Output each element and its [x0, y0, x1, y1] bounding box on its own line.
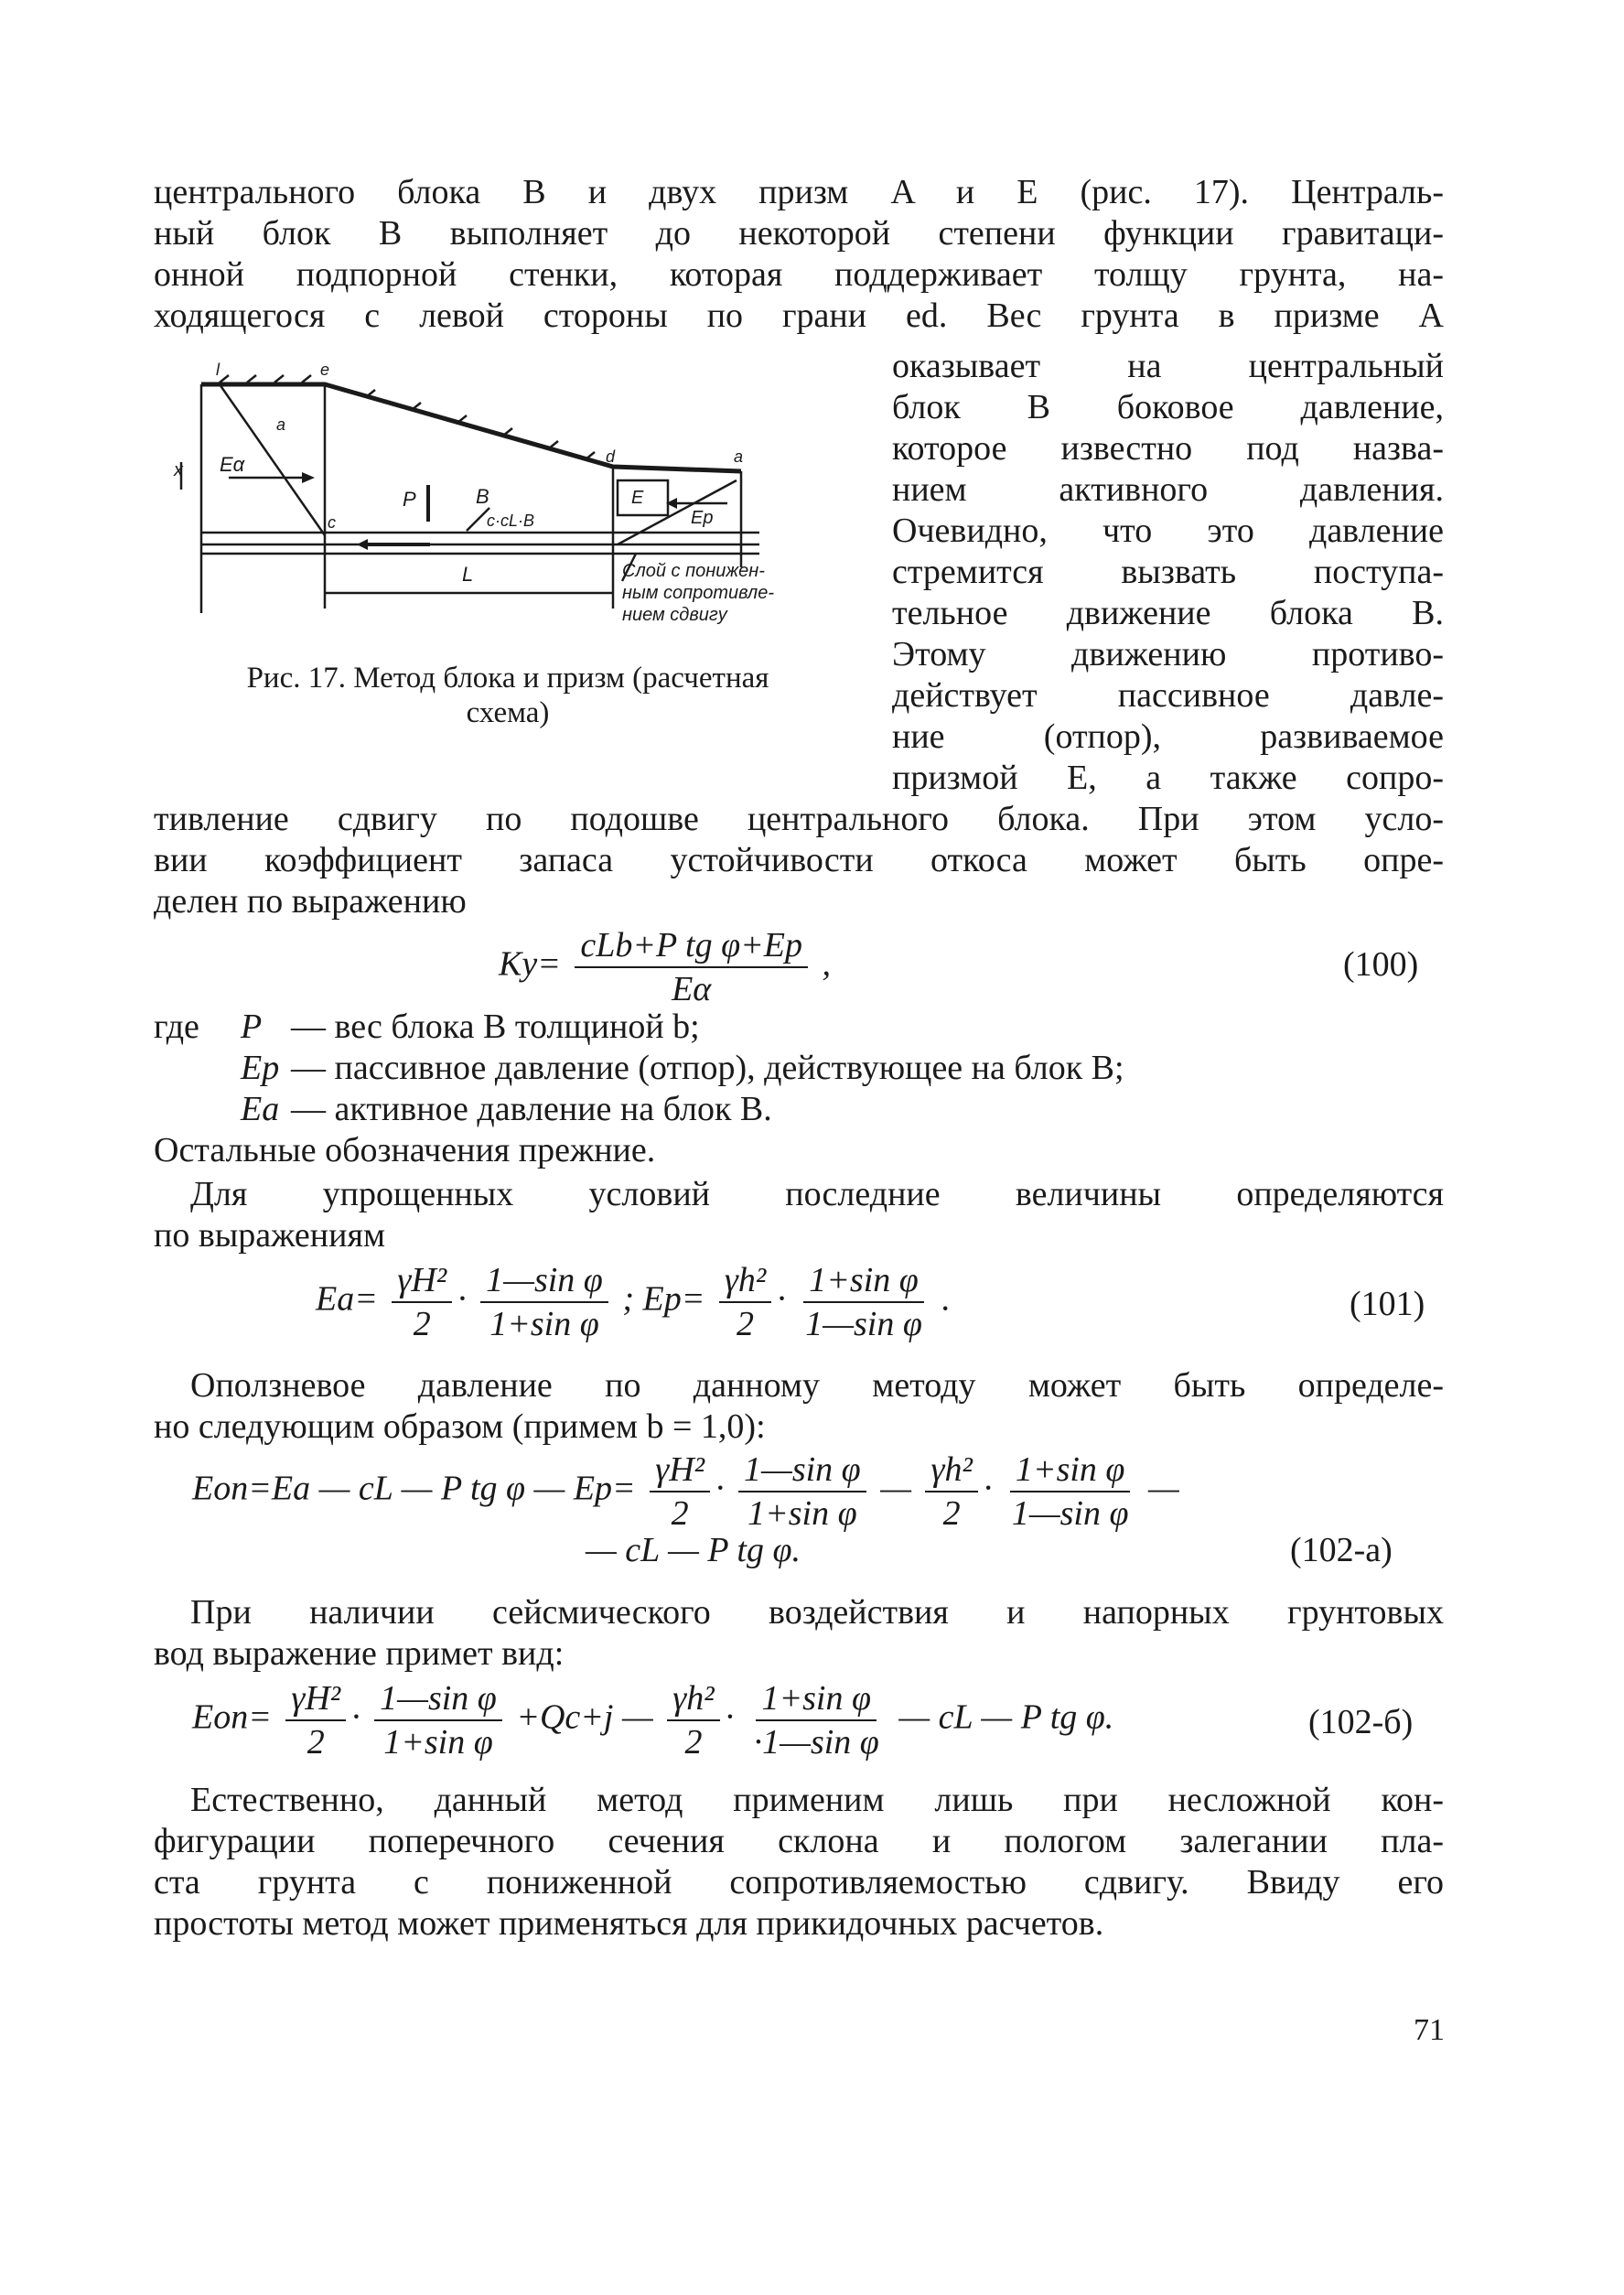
- eq100-fraction: [575, 926, 808, 1008]
- text-line: Оползневое давление по данному методу может быть определе-: [190, 1366, 1444, 1405]
- eq101-n1: γH²: [392, 1261, 452, 1303]
- where-line-3: [154, 1089, 1444, 1130]
- where-text-ep: — пассивное давление (отпор), действующее на блок B;: [291, 1049, 1124, 1087]
- eq101-frac3: [719, 1261, 771, 1343]
- eq102b-frac3: [667, 1679, 719, 1762]
- equation-number-100: (100): [1343, 945, 1419, 984]
- eq102b-n4: 1+sin φ: [756, 1679, 877, 1721]
- note-line-2: ным сопротивле-: [622, 583, 774, 603]
- text-line: нием активного давления.: [892, 470, 1444, 509]
- equation-102a: Eоп=Ea — cL — P tg φ — Ep= $\frac{\text{γH²}}{2}$ · $\frac{\text{1—sin φ}}{\text{1+sin φ}}$ — $\frac{\text{γh²}}{2}$ · $\frac{\text{1+sin φ}}{\text{1—sin φ}}$ —: [192, 1450, 1179, 1533]
- eq102a-n4: 1+sin φ: [1010, 1450, 1131, 1492]
- label-l: l: [216, 361, 220, 379]
- equation-number-101: (101): [1350, 1285, 1425, 1323]
- label-a-upper: a: [276, 415, 286, 434]
- text-line: делен по выражению: [154, 882, 467, 921]
- note-line-3: нием сдвигу: [622, 605, 727, 625]
- where-sym-p: P: [241, 1007, 263, 1046]
- label-clb: c·cL·B: [487, 512, 535, 530]
- eq102b-tail: — cL — P tg φ.: [898, 1697, 1114, 1737]
- where-sym-ep: Ep: [241, 1049, 280, 1087]
- text-line: вии коэффициент запаса устойчивости откоса может быть опре-: [154, 841, 1444, 879]
- text-line: ходящегося с левой стороны по грани ed. Вес грунта в призме A: [154, 296, 1444, 335]
- where-text-p: — вес блока B толщиной b;: [291, 1007, 700, 1046]
- eq101-n2: 1—sin φ: [480, 1261, 608, 1303]
- text-line: При наличии сейсмического воздействия и напорных грунтовых: [190, 1593, 1444, 1632]
- figure-17-diagram: [165, 357, 915, 631]
- eq102b-d3: 2: [684, 1723, 703, 1762]
- text-line: ние (отпор), развиваемое: [892, 717, 1444, 756]
- label-c-low: c: [328, 513, 336, 532]
- text-line: действует пассивное давле-: [892, 676, 1444, 715]
- eq101-d3: 2: [737, 1305, 755, 1343]
- label-a-right: a: [734, 447, 744, 466]
- text-line: вод выражение примет вид:: [154, 1634, 565, 1673]
- equation-number-102a: (102-а): [1290, 1531, 1393, 1569]
- text-line: онной подпорной стенки, которая поддерживает толщу грунта, на-: [154, 255, 1444, 294]
- eq102a-frac4: [1006, 1450, 1135, 1533]
- label-p: P: [403, 488, 416, 511]
- eq100-denominator: Eα: [672, 970, 712, 1008]
- label-b: B: [476, 485, 489, 508]
- text-line: ста грунта с пониженной сопротивляемостью сдвигу. Ввиду его: [154, 1863, 1444, 1902]
- text-line: которое известно под назва-: [892, 429, 1444, 468]
- eq102b-d4: ·1—sin φ: [753, 1723, 879, 1762]
- paragraph-1: [154, 172, 1444, 337]
- eq102a-n3: γh²: [925, 1450, 977, 1492]
- eq100-tail: ,: [822, 944, 831, 984]
- eq102a-n2: 1—sin φ: [738, 1450, 866, 1492]
- eq102a-n1: γH²: [650, 1450, 710, 1492]
- equation-100: [499, 926, 831, 1008]
- text-line: по выражениям: [154, 1216, 385, 1255]
- text-line: простоты метод может применяться для прикидочных расчетов.: [154, 1904, 1104, 1943]
- wrap-text-right: [892, 346, 1444, 799]
- eq102a-d3: 2: [942, 1494, 961, 1533]
- where-lead: где: [154, 1007, 199, 1046]
- eq101-frac2: [480, 1261, 608, 1343]
- text-line: фигурации поперечного сечения склона и пологом залегании пла-: [154, 1822, 1444, 1860]
- eq102a-d1: 2: [671, 1494, 689, 1533]
- label-e-box: E: [631, 488, 644, 508]
- eq101-d2: 1+sin φ: [489, 1305, 599, 1343]
- equation-102b: Eоп= $\frac{\text{γH²}}{2}$ · $\frac{\text{1—sin φ}}{\text{1+sin φ}}$ +Qc+j — $\frac{\text{γh²}}{2}$ · $\frac{\text{1+sin φ}}{\text{·1—sin φ}}$ — cL — P tg φ.: [192, 1679, 1114, 1762]
- eq102b-frac4: [748, 1679, 885, 1762]
- text-line: Для упрощенных условий последние величины определяются: [190, 1175, 1444, 1213]
- equation-101: Ea= $\frac{\text{γH²}}{2}$ · $\frac{\text{1—sin φ}}{\text{1+sin φ}}$ ; Ep= $\frac{\text{γh²}}{2}$ · $\frac{\text{1+sin φ}}{\text{1—sin φ}}$ .: [316, 1261, 951, 1343]
- where-block: [154, 1007, 1444, 1171]
- eq102a-frac2: [738, 1450, 866, 1533]
- eq102b-n3: γh²: [667, 1679, 719, 1721]
- note-line-1: Слой с понижен-: [622, 561, 765, 581]
- eq101-n4: 1+sin φ: [803, 1261, 924, 1303]
- paragraph-4: [154, 1365, 1444, 1448]
- eq102a-d4: 1—sin φ: [1011, 1494, 1129, 1533]
- caption-line-1: Рис. 17. Метод блока и призм (расчетная: [246, 662, 769, 695]
- eq102b-n1: γH²: [285, 1679, 346, 1721]
- text-line: стремится вызвать поступа-: [892, 553, 1444, 591]
- where-sym-ea: Ea: [241, 1090, 280, 1128]
- label-e: e: [320, 361, 330, 379]
- equation-102a-line2: — cL — P tg φ.: [586, 1531, 801, 1569]
- eq101-d4: 1—sin φ: [805, 1305, 922, 1343]
- eq102a-lhs: Eоп=Ea — cL — P tg φ — Ep=: [192, 1469, 636, 1508]
- label-d: d: [606, 447, 616, 466]
- paragraph-3: [154, 1174, 1444, 1256]
- equation-number-102b: (102-б): [1308, 1703, 1414, 1741]
- paragraph-2: [154, 799, 1444, 922]
- where-rest: Остальные обозначения прежние.: [154, 1131, 656, 1169]
- eq102b-lhs: Eоп=: [192, 1697, 272, 1737]
- eq102b-frac2: [374, 1679, 502, 1762]
- eq101-n3: γh²: [719, 1261, 771, 1303]
- eq101-lhs2: Ep=: [642, 1279, 705, 1319]
- text-line: Естественно, данный метод применим лишь при несложной кон-: [190, 1781, 1444, 1819]
- eq101-d1: 2: [413, 1305, 431, 1343]
- eq102a-trail: —: [1148, 1469, 1179, 1508]
- eq102b-frac1: [285, 1679, 346, 1762]
- eq102a-frac1: [650, 1450, 710, 1533]
- eq102a-frac3: [925, 1450, 977, 1533]
- eq101-sep: ;: [622, 1279, 634, 1319]
- text-line: призмой E, а также сопро-: [892, 759, 1444, 797]
- label-ea: Eα: [220, 453, 245, 476]
- text-line: тивление сдвигу по подошве центрального блока. При этом усло-: [154, 800, 1444, 838]
- page-number: 71: [1414, 2013, 1445, 2047]
- where-text-ea: — активное давление на блок B.: [291, 1090, 772, 1128]
- eq100-numerator: cLb+P tg φ+Ep: [575, 926, 808, 968]
- text-line: блок B боковое давление,: [892, 388, 1444, 426]
- paragraph-6: [154, 1780, 1444, 1945]
- text-line: но следующим образом (примем b = 1,0):: [154, 1407, 766, 1446]
- eq101-lhs1: Ea=: [316, 1279, 378, 1319]
- label-x: x: [174, 460, 183, 480]
- eq102a-minus: —: [880, 1469, 911, 1508]
- text-line: ный блок B выполняет до некоторой степени функции гравитаци-: [154, 214, 1444, 253]
- text-line: Очевидно, что это давление: [892, 512, 1444, 550]
- label-L: L: [462, 563, 474, 586]
- label-ep: Ep: [691, 508, 714, 528]
- eq101-tail: .: [941, 1279, 951, 1319]
- eq102b-mid: +Qc+j —: [516, 1697, 653, 1737]
- paragraph-5: [154, 1592, 1444, 1675]
- eq102b-n2: 1—sin φ: [374, 1679, 502, 1721]
- text-line: тельное движение блока B.: [892, 594, 1444, 632]
- caption-line-2: схема): [466, 696, 550, 729]
- eq100-lhs: Kу=: [499, 944, 561, 984]
- text-line: Этому движению противо-: [892, 635, 1444, 673]
- text-line: центрального блока B и двух призм A и E (рис. 17). Централь-: [154, 173, 1444, 211]
- eq101-frac4: [800, 1261, 928, 1343]
- text-line: оказывает на центральный: [892, 347, 1444, 385]
- figure-caption: [146, 661, 869, 730]
- where-line-2: [154, 1048, 1444, 1089]
- where-line-1: [154, 1007, 1444, 1048]
- eq102b-d1: 2: [307, 1723, 325, 1762]
- eq101-frac1: [392, 1261, 452, 1343]
- eq102b-d2: 1+sin φ: [383, 1723, 493, 1762]
- eq102a-d2: 1+sin φ: [747, 1494, 857, 1533]
